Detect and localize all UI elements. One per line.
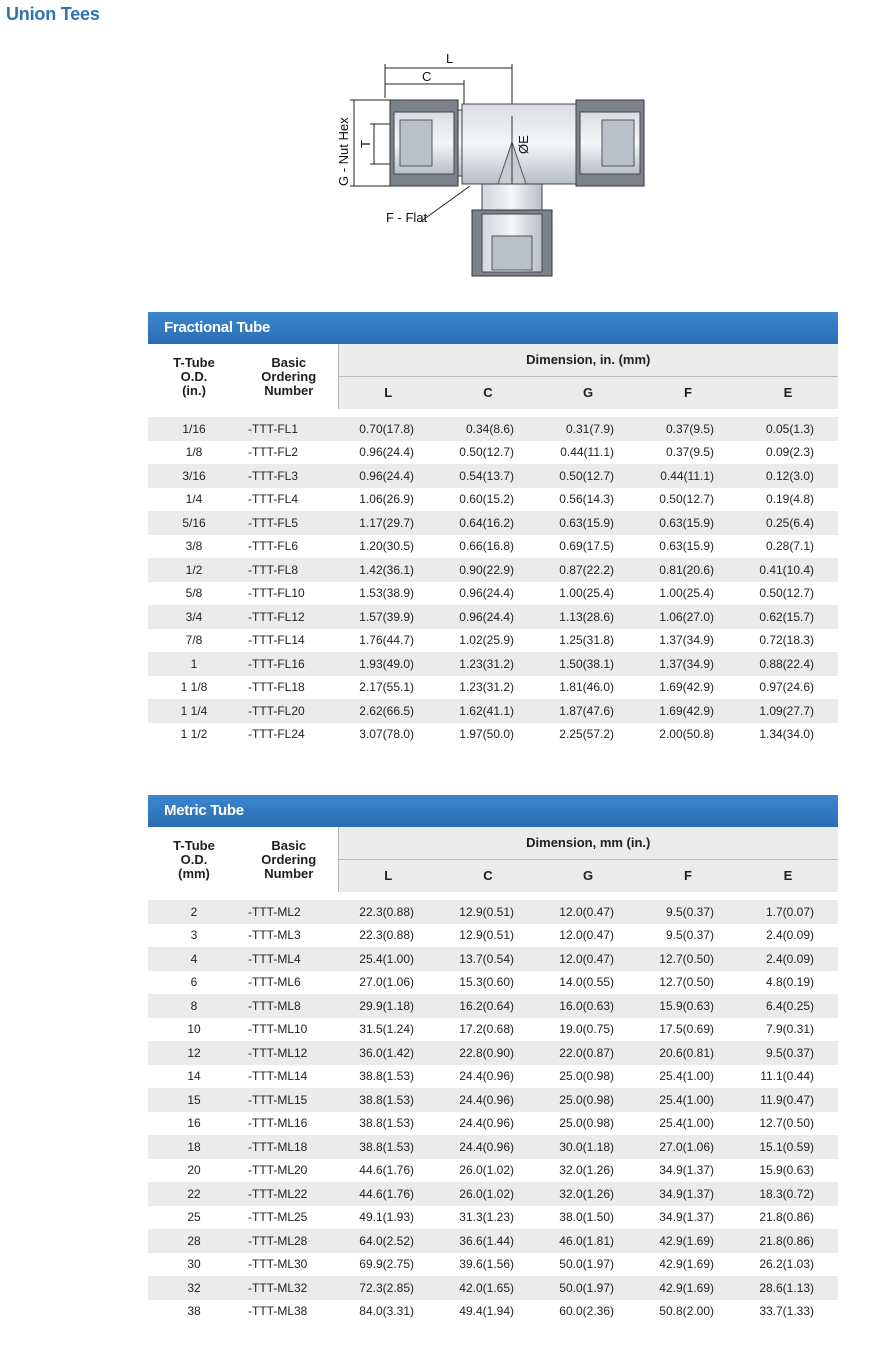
table-row [148, 558, 838, 582]
col-header-ordering: Basic Ordering Number [240, 344, 338, 409]
cell-g: 25.0(0.98) [538, 1112, 638, 1136]
table-row [148, 1182, 838, 1206]
cell-ordering-number: -TTT-FL24 [240, 723, 338, 747]
cell-f: 0.63(15.9) [638, 511, 738, 535]
dim-label-c: C [422, 69, 432, 84]
cell-l: 1.53(38.9) [338, 582, 438, 606]
cell-l: 49.1(1.93) [338, 1206, 438, 1230]
cell-c: 39.6(1.56) [438, 1253, 538, 1277]
cell-od: 1 1/2 [148, 723, 240, 747]
cell-f: 25.4(1.00) [638, 1112, 738, 1136]
cell-c: 24.4(0.96) [438, 1065, 538, 1089]
table-row [148, 1018, 838, 1042]
cell-l: 36.0(1.42) [338, 1041, 438, 1065]
cell-od: 3 [148, 924, 240, 948]
cell-f: 2.00(50.8) [638, 723, 738, 747]
cell-ordering-number: -TTT-FL2 [240, 441, 338, 465]
cell-l: 1.20(30.5) [338, 535, 438, 559]
cell-ordering-number: -TTT-ML22 [240, 1182, 338, 1206]
cell-c: 0.90(22.9) [438, 558, 538, 582]
cell-f: 1.69(42.9) [638, 699, 738, 723]
cell-od: 5/16 [148, 511, 240, 535]
cell-ordering-number: -TTT-FL8 [240, 558, 338, 582]
cell-od: 3/4 [148, 605, 240, 629]
cell-ordering-number: -TTT-FL10 [240, 582, 338, 606]
table-row [148, 629, 838, 653]
cell-g: 14.0(0.55) [538, 971, 638, 995]
table-row [148, 971, 838, 995]
cell-c: 0.34(8.6) [438, 417, 538, 441]
table-row [148, 1135, 838, 1159]
cell-l: 38.8(1.53) [338, 1065, 438, 1089]
cell-g: 2.25(57.2) [538, 723, 638, 747]
cell-l: 27.0(1.06) [338, 971, 438, 995]
cell-c: 31.3(1.23) [438, 1206, 538, 1230]
cell-e: 28.6(1.13) [738, 1276, 838, 1300]
cell-f: 50.8(2.00) [638, 1300, 738, 1324]
table-row [148, 1159, 838, 1183]
cell-c: 1.23(31.2) [438, 676, 538, 700]
table-row [148, 1253, 838, 1277]
metric-tube-table [148, 795, 838, 1323]
cell-ordering-number: -TTT-ML8 [240, 994, 338, 1018]
cell-c: 13.7(0.54) [438, 947, 538, 971]
cell-g: 22.0(0.87) [538, 1041, 638, 1065]
cell-e: 0.28(7.1) [738, 535, 838, 559]
cell-c: 0.50(12.7) [438, 441, 538, 465]
cell-c: 24.4(0.96) [438, 1135, 538, 1159]
cell-g: 0.44(11.1) [538, 441, 638, 465]
dim-label-l: L [446, 51, 454, 66]
cell-od: 16 [148, 1112, 240, 1136]
table-row [148, 676, 838, 700]
cell-od: 1/16 [148, 417, 240, 441]
cell-l: 84.0(3.31) [338, 1300, 438, 1324]
cell-e: 2.4(0.09) [738, 924, 838, 948]
cell-f: 1.06(27.0) [638, 605, 738, 629]
col-header-e: E [738, 377, 838, 410]
table-row [148, 699, 838, 723]
cell-ordering-number: -TTT-FL3 [240, 464, 338, 488]
cell-e: 9.5(0.37) [738, 1041, 838, 1065]
cell-g: 25.0(0.98) [538, 1065, 638, 1089]
cell-e: 0.41(10.4) [738, 558, 838, 582]
cell-ordering-number: -TTT-ML25 [240, 1206, 338, 1230]
cell-l: 3.07(78.0) [338, 723, 438, 747]
cell-c: 26.0(1.02) [438, 1182, 538, 1206]
table-row [148, 1229, 838, 1253]
cell-g: 0.31(7.9) [538, 417, 638, 441]
cell-ordering-number: -TTT-ML3 [240, 924, 338, 948]
table-row [148, 582, 838, 606]
cell-e: 0.12(3.0) [738, 464, 838, 488]
cell-l: 22.3(0.88) [338, 924, 438, 948]
cell-e: 0.72(18.3) [738, 629, 838, 653]
cell-c: 16.2(0.64) [438, 994, 538, 1018]
metric-tube-title: Metric Tube [148, 795, 838, 827]
table-row [148, 417, 838, 441]
cell-e: 7.9(0.31) [738, 1018, 838, 1042]
cell-od: 7/8 [148, 629, 240, 653]
cell-e: 0.97(24.6) [738, 676, 838, 700]
cell-f: 0.81(20.6) [638, 558, 738, 582]
cell-c: 15.3(0.60) [438, 971, 538, 995]
cell-ordering-number: -TTT-ML16 [240, 1112, 338, 1136]
cell-od: 2 [148, 900, 240, 924]
cell-od: 28 [148, 1229, 240, 1253]
cell-e: 0.19(4.8) [738, 488, 838, 512]
cell-g: 1.50(38.1) [538, 652, 638, 676]
col-header-dimension: Dimension, mm (in.) [338, 827, 838, 860]
cell-f: 9.5(0.37) [638, 900, 738, 924]
cell-ordering-number: -TTT-ML10 [240, 1018, 338, 1042]
cell-l: 0.70(17.8) [338, 417, 438, 441]
table-row [148, 1206, 838, 1230]
cell-c: 1.62(41.1) [438, 699, 538, 723]
cell-l: 1.06(26.9) [338, 488, 438, 512]
cell-c: 1.97(50.0) [438, 723, 538, 747]
cell-g: 19.0(0.75) [538, 1018, 638, 1042]
cell-e: 4.8(0.19) [738, 971, 838, 995]
cell-od: 12 [148, 1041, 240, 1065]
cell-c: 1.02(25.9) [438, 629, 538, 653]
col-header-g: G [538, 377, 638, 410]
cell-c: 36.6(1.44) [438, 1229, 538, 1253]
table-row [148, 1041, 838, 1065]
cell-g: 1.25(31.8) [538, 629, 638, 653]
cell-f: 42.9(1.69) [638, 1229, 738, 1253]
cell-ordering-number: -TTT-ML20 [240, 1159, 338, 1183]
cell-l: 69.9(2.75) [338, 1253, 438, 1277]
cell-g: 38.0(1.50) [538, 1206, 638, 1230]
cell-e: 21.8(0.86) [738, 1206, 838, 1230]
cell-od: 1 1/4 [148, 699, 240, 723]
cell-e: 21.8(0.86) [738, 1229, 838, 1253]
cell-l: 1.93(49.0) [338, 652, 438, 676]
cell-f: 42.9(1.69) [638, 1253, 738, 1277]
cell-c: 12.9(0.51) [438, 924, 538, 948]
cell-g: 1.81(46.0) [538, 676, 638, 700]
cell-l: 72.3(2.85) [338, 1276, 438, 1300]
dim-label-f: F - Flat [386, 210, 428, 225]
col-header-od: T-Tube O.D. (mm) [148, 827, 240, 892]
cell-l: 0.96(24.4) [338, 441, 438, 465]
col-header-od: T-Tube O.D. (in.) [148, 344, 240, 409]
table-row [148, 652, 838, 676]
cell-g: 50.0(1.97) [538, 1253, 638, 1277]
cell-ordering-number: -TTT-ML15 [240, 1088, 338, 1112]
cell-od: 22 [148, 1182, 240, 1206]
cell-ordering-number: -TTT-ML30 [240, 1253, 338, 1277]
cell-c: 49.4(1.94) [438, 1300, 538, 1324]
cell-g: 32.0(1.26) [538, 1159, 638, 1183]
cell-g: 1.13(28.6) [538, 605, 638, 629]
table-row [148, 1112, 838, 1136]
cell-g: 50.0(1.97) [538, 1276, 638, 1300]
table-row [148, 464, 838, 488]
cell-od: 38 [148, 1300, 240, 1324]
cell-e: 12.7(0.50) [738, 1112, 838, 1136]
cell-f: 1.37(34.9) [638, 652, 738, 676]
cell-f: 25.4(1.00) [638, 1065, 738, 1089]
table-row [148, 1300, 838, 1324]
col-header-e: E [738, 860, 838, 893]
cell-ordering-number: -TTT-ML14 [240, 1065, 338, 1089]
col-header-l: L [338, 377, 438, 410]
table-row [148, 924, 838, 948]
cell-l: 38.8(1.53) [338, 1135, 438, 1159]
cell-ordering-number: -TTT-ML2 [240, 900, 338, 924]
cell-c: 1.23(31.2) [438, 652, 538, 676]
cell-c: 12.9(0.51) [438, 900, 538, 924]
cell-ordering-number: -TTT-FL6 [240, 535, 338, 559]
cell-g: 12.0(0.47) [538, 900, 638, 924]
cell-l: 2.62(66.5) [338, 699, 438, 723]
cell-l: 64.0(2.52) [338, 1229, 438, 1253]
cell-od: 32 [148, 1276, 240, 1300]
cell-l: 1.76(44.7) [338, 629, 438, 653]
cell-od: 1/8 [148, 441, 240, 465]
cell-l: 2.17(55.1) [338, 676, 438, 700]
cell-e: 11.1(0.44) [738, 1065, 838, 1089]
cell-ordering-number: -TTT-ML6 [240, 971, 338, 995]
cell-e: 26.2(1.03) [738, 1253, 838, 1277]
col-header-g: G [538, 860, 638, 893]
cell-od: 1/4 [148, 488, 240, 512]
cell-l: 22.3(0.88) [338, 900, 438, 924]
cell-od: 20 [148, 1159, 240, 1183]
cell-l: 25.4(1.00) [338, 947, 438, 971]
cell-ordering-number: -TTT-FL1 [240, 417, 338, 441]
cell-g: 0.50(12.7) [538, 464, 638, 488]
fractional-tube-title: Fractional Tube [148, 312, 838, 344]
cell-ordering-number: -TTT-FL12 [240, 605, 338, 629]
table-row [148, 488, 838, 512]
table-row [148, 605, 838, 629]
cell-ordering-number: -TTT-FL14 [240, 629, 338, 653]
cell-g: 1.00(25.4) [538, 582, 638, 606]
cell-ordering-number: -TTT-ML12 [240, 1041, 338, 1065]
cell-c: 0.66(16.8) [438, 535, 538, 559]
cell-c: 42.0(1.65) [438, 1276, 538, 1300]
col-header-c: C [438, 377, 538, 410]
cell-g: 1.87(47.6) [538, 699, 638, 723]
cell-g: 12.0(0.47) [538, 924, 638, 948]
cell-c: 24.4(0.96) [438, 1112, 538, 1136]
cell-ordering-number: -TTT-ML32 [240, 1276, 338, 1300]
cell-c: 17.2(0.68) [438, 1018, 538, 1042]
fractional-tube-table [148, 312, 838, 746]
cell-f: 34.9(1.37) [638, 1159, 738, 1183]
cell-g: 46.0(1.81) [538, 1229, 638, 1253]
cell-f: 42.9(1.69) [638, 1276, 738, 1300]
table-row [148, 511, 838, 535]
cell-g: 25.0(0.98) [538, 1088, 638, 1112]
table-row [148, 947, 838, 971]
col-header-ordering: Basic Ordering Number [240, 827, 338, 892]
cell-g: 30.0(1.18) [538, 1135, 638, 1159]
cell-f: 34.9(1.37) [638, 1182, 738, 1206]
cell-e: 15.9(0.63) [738, 1159, 838, 1183]
cell-g: 12.0(0.47) [538, 947, 638, 971]
cell-l: 29.9(1.18) [338, 994, 438, 1018]
col-header-l: L [338, 860, 438, 893]
cell-g: 0.56(14.3) [538, 488, 638, 512]
cell-e: 15.1(0.59) [738, 1135, 838, 1159]
table-row [148, 723, 838, 747]
cell-od: 6 [148, 971, 240, 995]
cell-l: 1.42(36.1) [338, 558, 438, 582]
table-row [148, 1276, 838, 1300]
cell-f: 9.5(0.37) [638, 924, 738, 948]
cell-f: 1.37(34.9) [638, 629, 738, 653]
dim-label-g: G - Nut Hex [336, 117, 351, 186]
cell-e: 0.05(1.3) [738, 417, 838, 441]
col-header-dimension: Dimension, in. (mm) [338, 344, 838, 377]
table-row [148, 441, 838, 465]
cell-od: 1 1/8 [148, 676, 240, 700]
table-row [148, 1088, 838, 1112]
cell-g: 0.69(17.5) [538, 535, 638, 559]
union-tee-diagram [330, 50, 660, 282]
cell-f: 0.50(12.7) [638, 488, 738, 512]
cell-l: 38.8(1.53) [338, 1088, 438, 1112]
dim-label-t: T [358, 140, 373, 148]
cell-l: 44.6(1.76) [338, 1182, 438, 1206]
cell-od: 15 [148, 1088, 240, 1112]
col-header-f: F [638, 377, 738, 410]
cell-od: 1 [148, 652, 240, 676]
cell-f: 0.44(11.1) [638, 464, 738, 488]
cell-e: 0.62(15.7) [738, 605, 838, 629]
table-row [148, 900, 838, 924]
cell-ordering-number: -TTT-FL16 [240, 652, 338, 676]
cell-g: 0.63(15.9) [538, 511, 638, 535]
cell-f: 27.0(1.06) [638, 1135, 738, 1159]
cell-l: 1.17(29.7) [338, 511, 438, 535]
cell-g: 60.0(2.36) [538, 1300, 638, 1324]
cell-c: 0.54(13.7) [438, 464, 538, 488]
cell-e: 1.7(0.07) [738, 900, 838, 924]
cell-e: 0.50(12.7) [738, 582, 838, 606]
table-row [148, 1065, 838, 1089]
cell-f: 12.7(0.50) [638, 971, 738, 995]
cell-od: 10 [148, 1018, 240, 1042]
cell-od: 30 [148, 1253, 240, 1277]
col-header-f: F [638, 860, 738, 893]
cell-f: 1.69(42.9) [638, 676, 738, 700]
cell-f: 25.4(1.00) [638, 1088, 738, 1112]
cell-od: 8 [148, 994, 240, 1018]
cell-od: 18 [148, 1135, 240, 1159]
cell-f: 34.9(1.37) [638, 1206, 738, 1230]
cell-od: 5/8 [148, 582, 240, 606]
cell-od: 3/16 [148, 464, 240, 488]
cell-e: 1.34(34.0) [738, 723, 838, 747]
cell-od: 3/8 [148, 535, 240, 559]
cell-l: 38.8(1.53) [338, 1112, 438, 1136]
cell-c: 0.96(24.4) [438, 582, 538, 606]
cell-ordering-number: -TTT-ML18 [240, 1135, 338, 1159]
cell-ordering-number: -TTT-FL18 [240, 676, 338, 700]
cell-g: 0.87(22.2) [538, 558, 638, 582]
cell-ordering-number: -TTT-ML28 [240, 1229, 338, 1253]
cell-e: 18.3(0.72) [738, 1182, 838, 1206]
cell-l: 44.6(1.76) [338, 1159, 438, 1183]
cell-e: 0.88(22.4) [738, 652, 838, 676]
cell-c: 0.64(16.2) [438, 511, 538, 535]
cell-e: 0.09(2.3) [738, 441, 838, 465]
cell-ordering-number: -TTT-FL20 [240, 699, 338, 723]
col-header-c: C [438, 860, 538, 893]
cell-f: 0.37(9.5) [638, 417, 738, 441]
cell-ordering-number: -TTT-ML4 [240, 947, 338, 971]
cell-e: 2.4(0.09) [738, 947, 838, 971]
cell-f: 1.00(25.4) [638, 582, 738, 606]
cell-l: 1.57(39.9) [338, 605, 438, 629]
cell-g: 32.0(1.26) [538, 1182, 638, 1206]
cell-f: 0.37(9.5) [638, 441, 738, 465]
cell-c: 0.96(24.4) [438, 605, 538, 629]
cell-ordering-number: -TTT-FL4 [240, 488, 338, 512]
cell-e: 33.7(1.33) [738, 1300, 838, 1324]
cell-ordering-number: -TTT-ML38 [240, 1300, 338, 1324]
table-row [148, 994, 838, 1018]
cell-f: 12.7(0.50) [638, 947, 738, 971]
dim-label-e: ØE [516, 135, 531, 154]
cell-c: 24.4(0.96) [438, 1088, 538, 1112]
cell-f: 15.9(0.63) [638, 994, 738, 1018]
cell-od: 4 [148, 947, 240, 971]
table-row [148, 535, 838, 559]
cell-e: 11.9(0.47) [738, 1088, 838, 1112]
cell-e: 1.09(27.7) [738, 699, 838, 723]
cell-g: 16.0(0.63) [538, 994, 638, 1018]
cell-ordering-number: -TTT-FL5 [240, 511, 338, 535]
page-title: Union Tees [6, 4, 100, 24]
cell-c: 26.0(1.02) [438, 1159, 538, 1183]
cell-f: 17.5(0.69) [638, 1018, 738, 1042]
cell-od: 1/2 [148, 558, 240, 582]
cell-f: 0.63(15.9) [638, 535, 738, 559]
cell-e: 0.25(6.4) [738, 511, 838, 535]
cell-od: 14 [148, 1065, 240, 1089]
cell-od: 25 [148, 1206, 240, 1230]
cell-l: 31.5(1.24) [338, 1018, 438, 1042]
cell-f: 20.6(0.81) [638, 1041, 738, 1065]
cell-c: 22.8(0.90) [438, 1041, 538, 1065]
cell-e: 6.4(0.25) [738, 994, 838, 1018]
cell-l: 0.96(24.4) [338, 464, 438, 488]
cell-c: 0.60(15.2) [438, 488, 538, 512]
